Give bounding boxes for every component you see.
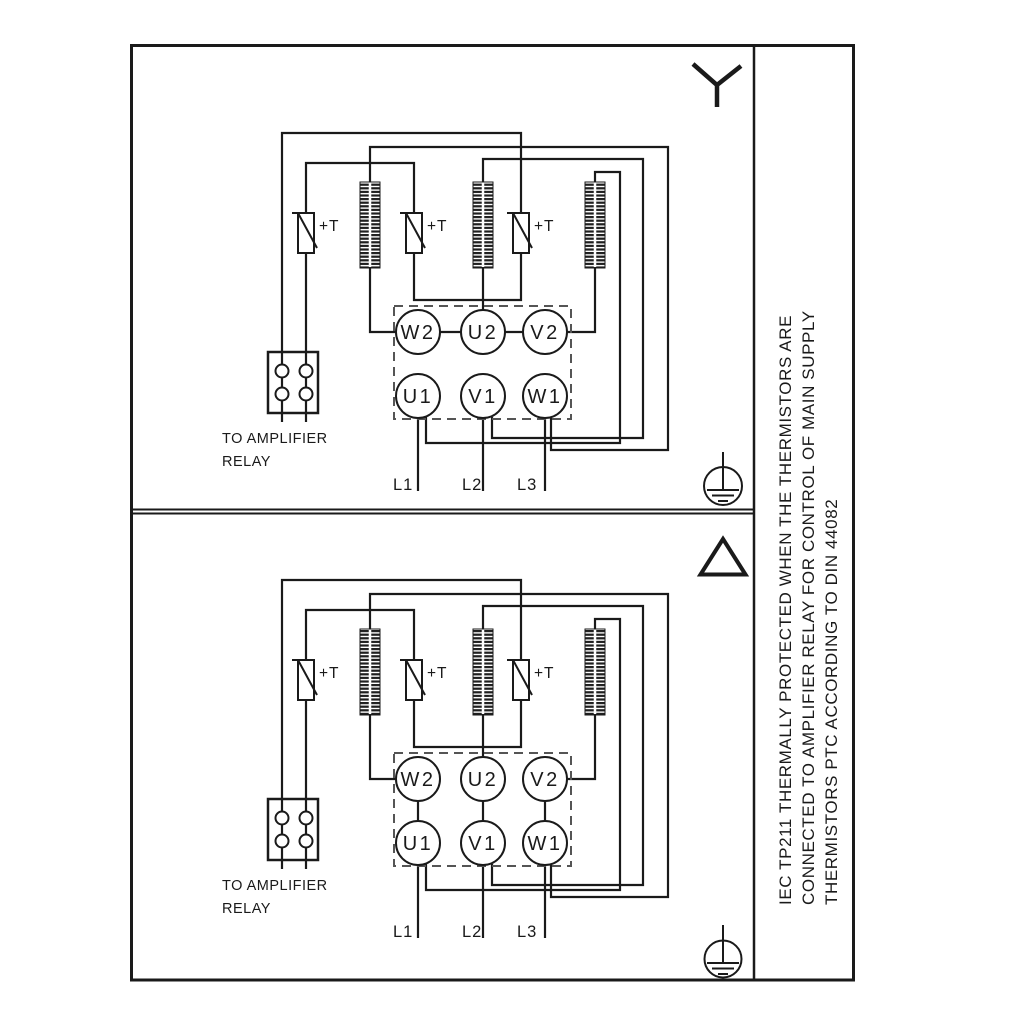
- thermistor-label: +T: [427, 218, 448, 235]
- terminal-label: W1: [527, 833, 563, 855]
- supply-line-l1: L1: [393, 476, 414, 494]
- star-connection-icon: [693, 64, 741, 107]
- relay-caption-line-2: RELAY: [222, 454, 271, 470]
- terminal-w2: [396, 310, 440, 354]
- supply-line-l1: L1: [393, 923, 414, 941]
- thermistor-symbol: [292, 660, 317, 700]
- relay-caption-line-1: TO AMPLIFIER: [222, 431, 328, 447]
- amplifier-relay-contacts: [268, 352, 318, 413]
- side-note-line-3: THERMISTORS PTC ACCORDING TO DIN 44082: [822, 498, 841, 905]
- terminal-v1: [461, 374, 505, 418]
- terminal-w2: [396, 757, 440, 801]
- supply-line-l2: L2: [462, 923, 483, 941]
- terminal-v2: [523, 310, 567, 354]
- relay-caption-line-2: RELAY: [222, 901, 271, 917]
- side-note: [776, 310, 841, 905]
- wiring-diagram-star: [222, 64, 742, 505]
- side-note-line-1: IEC TP211 THERMALLY PROTECTED WHEN THE THERMISTORS ARE: [776, 314, 795, 905]
- thermistor-symbol: [400, 213, 425, 253]
- amplifier-relay-contacts: [268, 799, 318, 860]
- thermistor-symbol: [400, 660, 425, 700]
- supply-line-l3: L3: [517, 476, 538, 494]
- terminal-label: V1: [468, 386, 498, 408]
- thermistor-symbol: [292, 213, 317, 253]
- terminal-label: U1: [402, 833, 434, 855]
- thermistor-label: +T: [319, 665, 340, 682]
- supply-line-l3: L3: [517, 923, 538, 941]
- earth-ground-icon: [705, 925, 742, 978]
- terminal-label: U2: [467, 322, 499, 344]
- terminal-u2: [461, 757, 505, 801]
- motor-winding-coil: [473, 182, 493, 268]
- motor-winding-coil: [360, 629, 380, 715]
- thermistor-label: +T: [427, 665, 448, 682]
- terminal-label: W2: [400, 322, 436, 344]
- terminal-v2: [523, 757, 567, 801]
- motor-winding-coil: [585, 182, 605, 268]
- terminal-u1: [396, 821, 440, 865]
- terminal-w1: [523, 821, 567, 865]
- thermistor-label: +T: [534, 218, 555, 235]
- terminal-label: V2: [530, 322, 560, 344]
- terminal-w1: [523, 374, 567, 418]
- motor-winding-coil: [473, 629, 493, 715]
- terminal-label: W1: [527, 386, 563, 408]
- motor-winding-coil: [360, 182, 380, 268]
- terminal-u1: [396, 374, 440, 418]
- terminal-label: U1: [402, 386, 434, 408]
- earth-ground-icon: [704, 452, 742, 505]
- terminal-u2: [461, 310, 505, 354]
- thermistor-label: +T: [319, 218, 340, 235]
- thermistor-symbol: [507, 660, 532, 700]
- terminal-v1: [461, 821, 505, 865]
- delta-connection-icon: [701, 539, 746, 575]
- terminal-label: U2: [467, 769, 499, 791]
- wiring-diagram-delta: [222, 539, 746, 978]
- terminal-label: V2: [530, 769, 560, 791]
- supply-line-l2: L2: [462, 476, 483, 494]
- thermistor-label: +T: [534, 665, 555, 682]
- terminal-label: W2: [400, 769, 436, 791]
- relay-caption-line-1: TO AMPLIFIER: [222, 878, 328, 894]
- thermistor-symbol: [507, 213, 532, 253]
- terminal-label: V1: [468, 833, 498, 855]
- motor-winding-coil: [585, 629, 605, 715]
- side-note-line-2: CONNECTED TO AMPLIFIER RELAY FOR CONTROL OF MAIN SUPPLY: [799, 310, 818, 905]
